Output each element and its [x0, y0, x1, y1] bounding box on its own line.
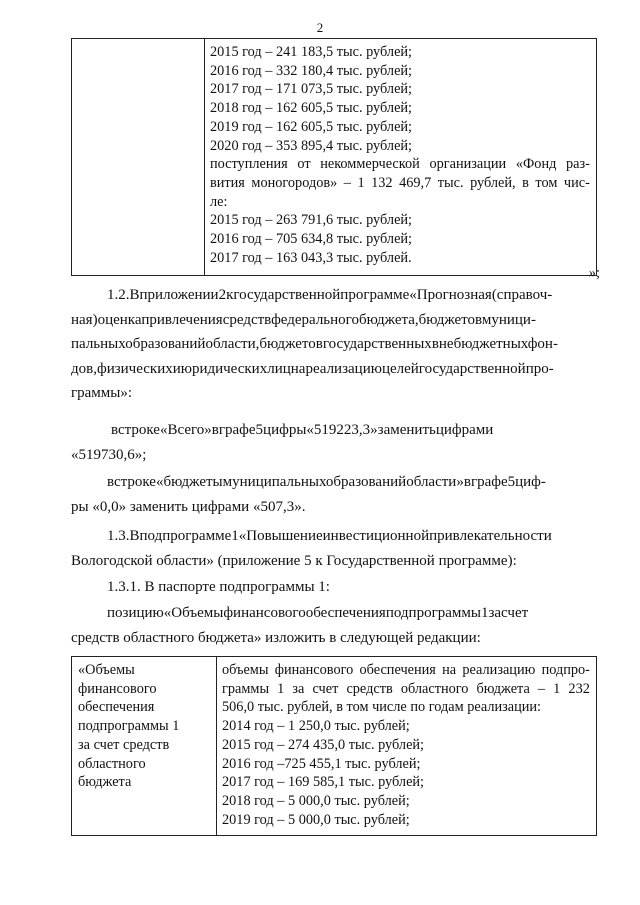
- table2-line: 2017 год – 169 585,1 тыс. рублей;: [222, 774, 425, 791]
- paragraph-line: Вологодской области» (приложение 5 к Государственной программе):: [71, 552, 517, 569]
- paragraph-line: «519730,6»;: [71, 446, 147, 463]
- paragraph-line: ная)оценкапривлечениясредствфедеральногобюджета,бюджетовмуници-: [71, 311, 536, 328]
- table2-label-line: «Объемы: [78, 662, 135, 678]
- table1-right-cell: [205, 39, 597, 276]
- page-number: 2: [316, 20, 324, 35]
- paragraph-vsego: [71, 418, 597, 467]
- table2-line: 2014 год – 1 250,0 тыс. рублей;: [222, 718, 410, 735]
- table1-line: 2019 год – 162 605,5 тыс. рублей;: [210, 118, 413, 135]
- paragraph-line: ры «0,0» заменить цифрами «507,3».: [71, 498, 306, 515]
- table1-line: 2015 год – 263 791,6 тыс. рублей;: [210, 212, 413, 229]
- table2-line: 2016 год –725 455,1 тыс. рублей;: [222, 755, 421, 772]
- table2-line: граммы 1 за счет средств областного бюджета – 1 232: [222, 680, 590, 697]
- paragraph-line: 1.2.Вприложении2кгосударственнойпрограмме«Прогнозная(справоч-: [107, 287, 553, 303]
- paragraph-line: пальныхобразованийобласти,бюджетовгосударственныхвнебюджетныхфон-: [71, 336, 558, 352]
- table2-label-line: областного: [78, 755, 146, 772]
- paragraph-1-3-1: [71, 575, 597, 600]
- table2-line: 2015 год – 274 435,0 тыс. рублей;: [222, 736, 425, 753]
- table1-line: 2017 год – 171 073,5 тыс. рублей;: [210, 81, 413, 98]
- table1-line: 2015 год – 241 183,5 тыс. рублей;: [210, 44, 413, 60]
- table2-line: 2018 год – 5 000,0 тыс. рублей;: [222, 792, 410, 809]
- table1-line: 2017 год – 163 043,3 тыс. рублей.: [210, 249, 412, 266]
- table1-line: 2020 год – 353 895,4 тыс. рублей;: [210, 137, 413, 154]
- table2-label-line: за счет средств: [78, 736, 170, 753]
- paragraph-1-3: [71, 524, 597, 573]
- paragraph-line: дов,физическихиюридическихлицнареализациюцелейгосударственнойпро-: [71, 360, 554, 377]
- paragraph-line: 1.3.1. В паспорте подпрограммы 1:: [107, 579, 330, 595]
- financing-table-continuation: [71, 38, 597, 276]
- table2-line: 506,0 тыс. рублей, в том числе по годам реализации:: [222, 699, 542, 716]
- table1-line: 2016 год – 332 180,4 тыс. рублей;: [210, 62, 413, 79]
- table2-label-line: финансового: [78, 680, 157, 697]
- paragraph-line: позицию«Объемыфинансовогообеспеченияподпрограммы1засчет: [107, 605, 529, 621]
- table1-line: 2016 год – 705 634,8 тыс. рублей;: [210, 231, 413, 248]
- paragraph-line: граммы»:: [71, 385, 133, 401]
- paragraph-line: средств областного бюджета» изложить в следующей редакции:: [71, 629, 481, 646]
- table2-label-line: подпрограммы 1: [78, 718, 180, 735]
- paragraph-line: встроке«Всего»вграфе5цифры«519223,3»заменитьцифрами: [111, 422, 494, 438]
- paragraph-line: встроке«бюджетымуниципальныхобразованийобласти»вграфе5циф-: [107, 474, 546, 490]
- paragraph-line: 1.3.Вподпрограмме1«Повышениеинвестиционнойпривлекательности: [107, 528, 552, 544]
- table2-label-line: бюджета: [78, 774, 132, 791]
- closing-quote: »;: [588, 265, 600, 281]
- table1-line: вития моногородов» – 1 132 469,7 тыс. рублей, в том чис-: [210, 174, 590, 191]
- table2-line: 2019 год – 5 000,0 тыс. рублей;: [222, 811, 410, 828]
- table2-label-line: обеспечения: [78, 699, 155, 716]
- subprogram-financing-table: [71, 656, 597, 836]
- table2-left-cell: [72, 657, 217, 836]
- table2-line: объемы финансового обеспечения на реализацию подпро-: [222, 662, 590, 678]
- paragraph-1-2: [71, 283, 597, 406]
- paragraph-position: [71, 601, 597, 650]
- table1-line: ле:: [210, 193, 228, 210]
- table2-right-cell: [217, 657, 597, 836]
- paragraph-budgets: [71, 470, 597, 519]
- table1-left-cell: [72, 39, 205, 276]
- table1-line: поступления от некоммерческой организации «Фонд раз-: [210, 156, 590, 173]
- table1-line: 2018 год – 162 605,5 тыс. рублей;: [210, 100, 413, 117]
